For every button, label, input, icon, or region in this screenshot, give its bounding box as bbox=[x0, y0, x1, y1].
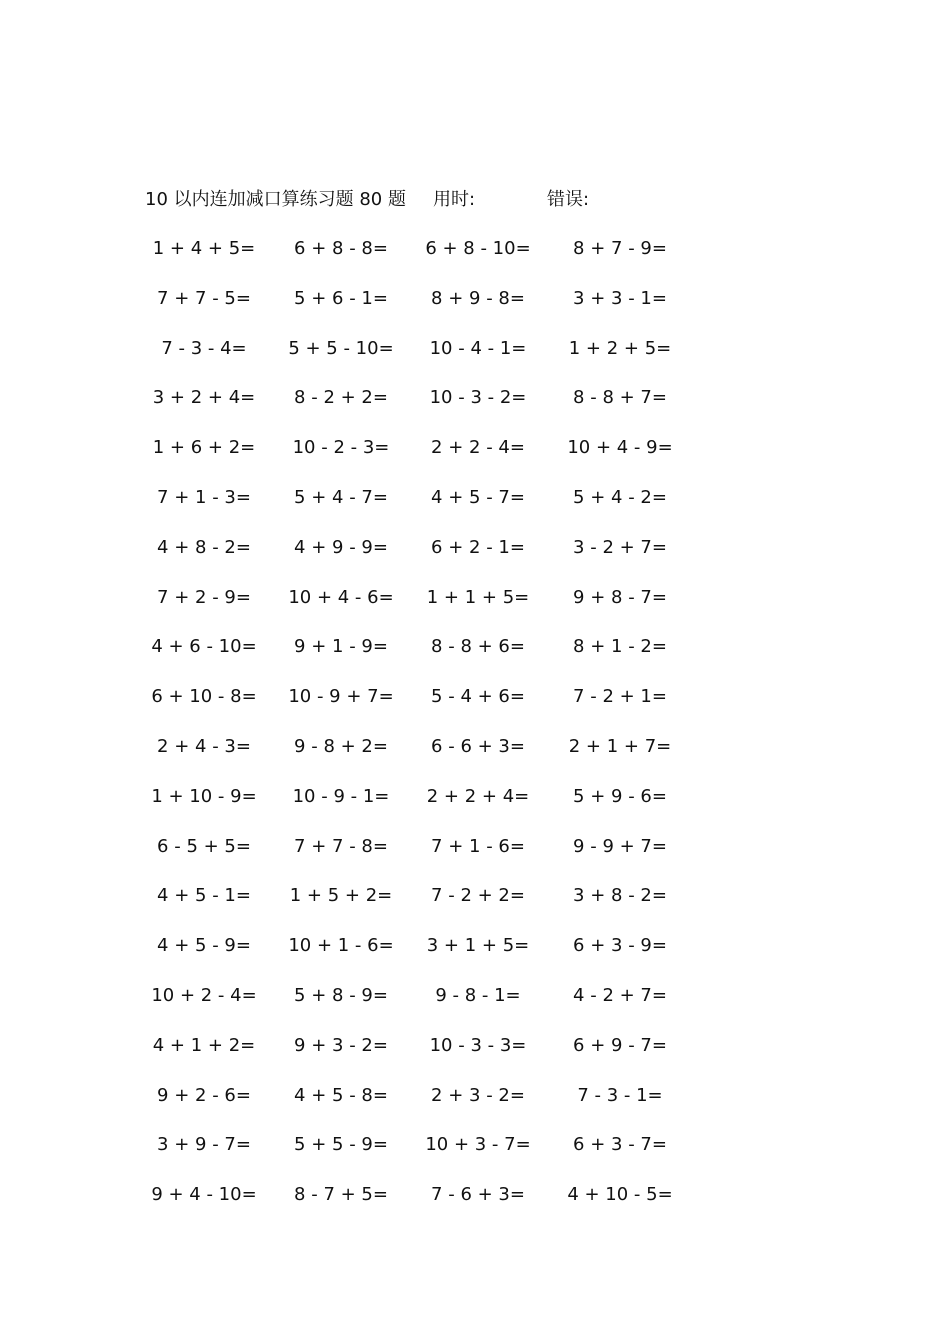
arithmetic-problem: 7 + 2 - 9= bbox=[157, 586, 251, 608]
arithmetic-problem: 4 + 5 - 7= bbox=[431, 486, 525, 508]
arithmetic-problem: 6 + 10 - 8= bbox=[151, 686, 257, 708]
arithmetic-problem: 5 + 5 - 9= bbox=[294, 1134, 388, 1156]
problem-row bbox=[0, 832, 950, 882]
worksheet-header bbox=[145, 186, 665, 214]
arithmetic-problem: 2 + 4 - 3= bbox=[157, 735, 251, 757]
arithmetic-problem: 9 + 3 - 2= bbox=[294, 1034, 388, 1056]
arithmetic-problem: 10 - 9 - 1= bbox=[292, 785, 390, 807]
problem-row bbox=[0, 533, 950, 583]
arithmetic-problem: 1 + 4 + 5= bbox=[152, 238, 256, 259]
arithmetic-problem: 3 + 2 + 4= bbox=[152, 387, 256, 409]
arithmetic-problem: 10 + 1 - 6= bbox=[288, 935, 394, 957]
problem-row bbox=[0, 682, 950, 732]
arithmetic-problem: 7 + 1 - 3= bbox=[157, 486, 251, 508]
arithmetic-problem: 4 - 2 + 7= bbox=[573, 984, 667, 1006]
problem-row bbox=[0, 433, 950, 483]
arithmetic-problem: 8 + 1 - 2= bbox=[573, 636, 667, 658]
arithmetic-problem: 1 + 2 + 5= bbox=[568, 337, 672, 359]
problem-row bbox=[0, 583, 950, 633]
arithmetic-problem: 7 + 1 - 6= bbox=[431, 835, 525, 857]
arithmetic-problem: 2 + 2 + 4= bbox=[426, 785, 530, 807]
arithmetic-problem: 8 - 8 + 6= bbox=[431, 636, 525, 658]
problem-row bbox=[0, 931, 950, 981]
arithmetic-problem: 2 + 3 - 2= bbox=[431, 1084, 525, 1106]
arithmetic-problem: 4 + 9 - 9= bbox=[294, 536, 388, 558]
arithmetic-problem: 7 - 3 - 4= bbox=[161, 337, 247, 359]
arithmetic-problem: 10 + 3 - 7= bbox=[425, 1134, 531, 1156]
arithmetic-problem: 9 - 8 - 1= bbox=[435, 984, 521, 1006]
arithmetic-problem: 1 + 10 - 9= bbox=[151, 785, 257, 807]
problem-row bbox=[0, 234, 950, 284]
arithmetic-problem: 6 + 8 - 8= bbox=[294, 238, 388, 259]
arithmetic-problem: 9 + 2 - 6= bbox=[157, 1084, 251, 1106]
arithmetic-problem: 4 + 6 - 10= bbox=[151, 636, 257, 658]
arithmetic-problem: 5 - 4 + 6= bbox=[431, 686, 525, 708]
arithmetic-problem: 7 - 2 + 1= bbox=[573, 686, 667, 708]
arithmetic-problem: 7 + 7 - 5= bbox=[157, 287, 251, 309]
arithmetic-problem: 3 + 8 - 2= bbox=[573, 885, 667, 907]
arithmetic-problem: 3 + 3 - 1= bbox=[573, 287, 667, 309]
arithmetic-problem: 5 + 6 - 1= bbox=[294, 287, 388, 309]
arithmetic-problem: 10 - 9 + 7= bbox=[288, 686, 394, 708]
arithmetic-problem: 4 + 10 - 5= bbox=[567, 1184, 673, 1206]
problem-row bbox=[0, 1130, 950, 1180]
arithmetic-problem: 10 + 4 - 9= bbox=[567, 437, 673, 459]
worksheet-title: 10 以内连加减口算练习题 80 题 bbox=[145, 189, 406, 210]
problem-row bbox=[0, 383, 950, 433]
arithmetic-problem: 4 + 1 + 2= bbox=[152, 1034, 256, 1056]
problem-row bbox=[0, 732, 950, 782]
problem-row bbox=[0, 334, 950, 384]
arithmetic-problem: 8 - 7 + 5= bbox=[294, 1184, 388, 1206]
arithmetic-problem: 6 + 8 - 10= bbox=[425, 238, 531, 259]
arithmetic-problem: 9 - 9 + 7= bbox=[573, 835, 667, 857]
arithmetic-problem: 4 + 8 - 2= bbox=[157, 536, 251, 558]
arithmetic-problem: 10 - 2 - 3= bbox=[292, 437, 390, 459]
arithmetic-problem: 6 + 9 - 7= bbox=[573, 1034, 667, 1056]
arithmetic-problem: 3 + 1 + 5= bbox=[426, 935, 530, 957]
arithmetic-problem: 5 + 4 - 7= bbox=[294, 486, 388, 508]
arithmetic-problem: 7 - 3 - 1= bbox=[577, 1084, 663, 1106]
problem-grid bbox=[0, 234, 950, 1230]
arithmetic-problem: 4 + 5 - 1= bbox=[157, 885, 251, 907]
arithmetic-problem: 9 + 4 - 10= bbox=[151, 1184, 257, 1206]
arithmetic-problem: 10 - 4 - 1= bbox=[429, 337, 527, 359]
problem-row bbox=[0, 1081, 950, 1131]
arithmetic-problem: 10 + 2 - 4= bbox=[151, 984, 257, 1006]
arithmetic-problem: 5 + 5 - 10= bbox=[288, 337, 394, 359]
problem-row bbox=[0, 284, 950, 334]
arithmetic-problem: 6 + 3 - 7= bbox=[573, 1134, 667, 1156]
problem-row bbox=[0, 981, 950, 1031]
arithmetic-problem: 8 - 2 + 2= bbox=[294, 387, 388, 409]
arithmetic-problem: 3 + 9 - 7= bbox=[157, 1134, 251, 1156]
problem-row bbox=[0, 782, 950, 832]
arithmetic-problem: 9 + 1 - 9= bbox=[294, 636, 388, 658]
arithmetic-problem: 2 + 2 - 4= bbox=[431, 437, 525, 459]
arithmetic-problem: 8 + 9 - 8= bbox=[431, 287, 525, 309]
arithmetic-problem: 2 + 1 + 7= bbox=[568, 735, 672, 757]
arithmetic-problem: 8 - 8 + 7= bbox=[573, 387, 667, 409]
problem-row bbox=[0, 881, 950, 931]
problem-row bbox=[0, 632, 950, 682]
arithmetic-problem: 3 - 2 + 7= bbox=[573, 536, 667, 558]
arithmetic-problem: 6 - 6 + 3= bbox=[431, 735, 525, 757]
arithmetic-problem: 5 + 4 - 2= bbox=[573, 486, 667, 508]
arithmetic-problem: 7 + 7 - 8= bbox=[294, 835, 388, 857]
time-used-label: 用时: bbox=[433, 189, 476, 210]
arithmetic-problem: 9 + 8 - 7= bbox=[573, 586, 667, 608]
arithmetic-problem: 6 - 5 + 5= bbox=[157, 835, 251, 857]
problem-row bbox=[0, 1031, 950, 1081]
arithmetic-problem: 1 + 1 + 5= bbox=[426, 586, 530, 608]
error-count-label: 错误: bbox=[547, 189, 590, 210]
arithmetic-problem: 7 - 2 + 2= bbox=[431, 885, 525, 907]
arithmetic-problem: 5 + 9 - 6= bbox=[573, 785, 667, 807]
arithmetic-problem: 4 + 5 - 8= bbox=[294, 1084, 388, 1106]
arithmetic-problem: 10 + 4 - 6= bbox=[288, 586, 394, 608]
arithmetic-problem: 10 - 3 - 3= bbox=[429, 1034, 527, 1056]
arithmetic-problem: 5 + 8 - 9= bbox=[294, 984, 388, 1006]
arithmetic-problem: 9 - 8 + 2= bbox=[294, 735, 388, 757]
arithmetic-problem: 10 - 3 - 2= bbox=[429, 387, 527, 409]
arithmetic-problem: 1 + 5 + 2= bbox=[289, 885, 393, 907]
problem-row bbox=[0, 483, 950, 533]
arithmetic-problem: 8 + 7 - 9= bbox=[573, 238, 667, 259]
problem-row bbox=[0, 1180, 950, 1230]
arithmetic-problem: 1 + 6 + 2= bbox=[152, 437, 256, 459]
arithmetic-problem: 6 + 2 - 1= bbox=[431, 536, 525, 558]
arithmetic-problem: 6 + 3 - 9= bbox=[573, 935, 667, 957]
arithmetic-problem: 7 - 6 + 3= bbox=[431, 1184, 525, 1206]
arithmetic-problem: 4 + 5 - 9= bbox=[157, 935, 251, 957]
